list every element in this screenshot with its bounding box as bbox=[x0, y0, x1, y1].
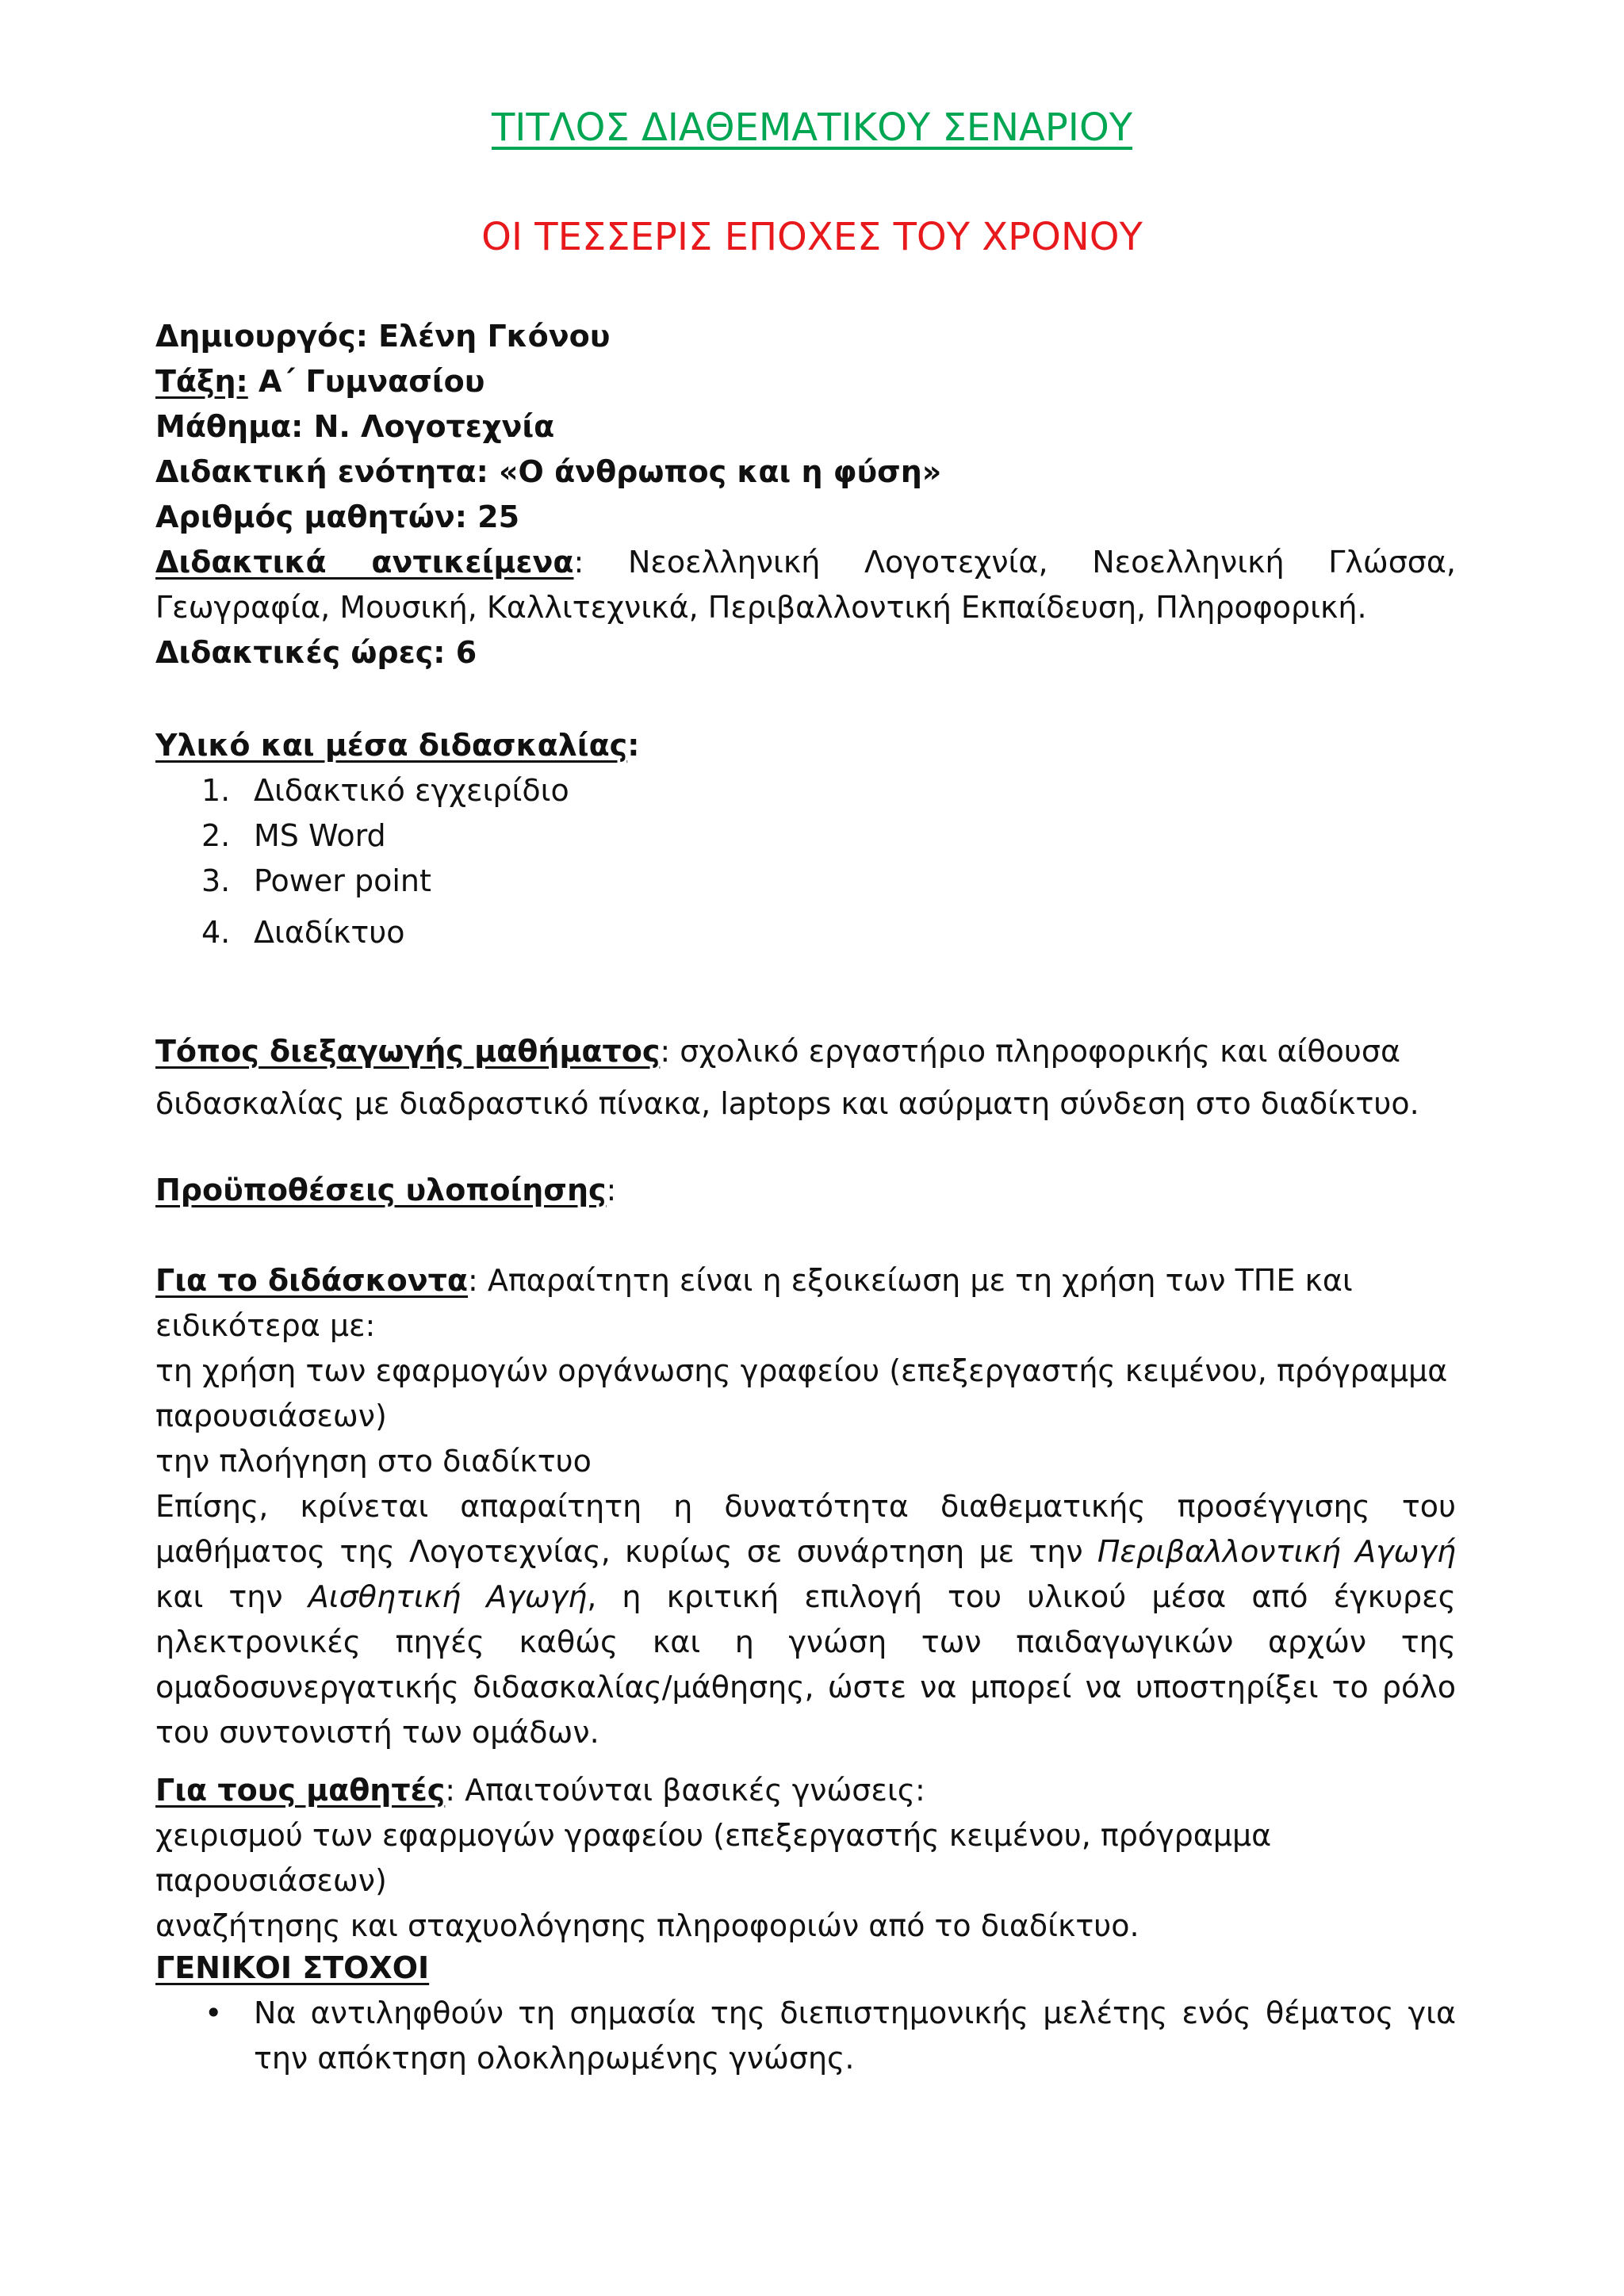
students-section bbox=[155, 1768, 1456, 1949]
list-item-text: Power point bbox=[254, 863, 431, 898]
place-section bbox=[155, 1025, 1456, 1130]
teacher-paragraph-part-2: , η κριτική επιλογή του υλικού μέσα από έγκυρες ηλεκτρονικές πηγές καθώς και η γνώση των παιδαγωγικών αρχών της ομαδοσυνεργατικής διδασκαλίας/μάθησης, ώστε να μπορεί να υποστηρίξει το ρόλο του συντονιστή των ομάδων. bbox=[155, 1579, 1456, 1750]
materials-heading bbox=[155, 723, 1456, 768]
list-item bbox=[155, 813, 1456, 859]
class-line bbox=[155, 359, 1456, 404]
creator-line: Δημιουργός: Ελένη Γκόνου bbox=[155, 319, 611, 354]
list-item bbox=[155, 910, 1456, 955]
goals-heading: ΓΕΝΙΚΟΙ ΣΤΟΧΟΙ bbox=[155, 1950, 430, 1985]
class-value: Α΄ Γυμνασίου bbox=[247, 364, 485, 399]
scenario-metadata bbox=[155, 314, 1456, 675]
environmental-education-term: Περιβαλλοντική Αγωγή bbox=[1097, 1534, 1456, 1569]
document-subtitle: ΟΙ ΤΕΣΣΕΡΙΣ ΕΠΟΧΕΣ ΤΟΥ ΧΡΟΝΟΥ bbox=[481, 215, 1143, 259]
materials-section bbox=[155, 723, 1456, 955]
students-requirement-1: χειρισμού των εφαρμογών γραφείου (επεξεργαστής κειμένου, πρόγραμμα παρουσιάσεων) bbox=[155, 1818, 1272, 1898]
teacher-label: Για το διδάσκοντα bbox=[155, 1263, 469, 1298]
list-item-text: MS Word bbox=[254, 818, 386, 853]
students-intro-text: : Απαιτούνται βασικές γνώσεις: bbox=[445, 1773, 925, 1808]
list-item bbox=[155, 768, 1456, 813]
place-line-1 bbox=[155, 1025, 1456, 1077]
students-requirement-2: αναζήτησης και σταχυολόγησης πληροφοριών από το διαδίκτυο. bbox=[155, 1908, 1139, 1943]
materials-heading-colon: : bbox=[627, 728, 640, 763]
teacher-paragraph-conjunction: και την bbox=[155, 1579, 308, 1614]
list-item-text: Να αντιληφθούν τη σημασία της διεπιστημονικής μελέτης ενός θέματος για την απόκτηση ολοκληρωμένης γνώσης. bbox=[254, 1996, 1456, 2076]
students-label: Για τους μαθητές bbox=[155, 1773, 446, 1808]
teacher-section bbox=[155, 1258, 1456, 1755]
teacher-intro bbox=[155, 1258, 1456, 1349]
list-item bbox=[155, 1991, 1456, 2081]
students-count-line: Αριθμός μαθητών: 25 bbox=[155, 499, 520, 534]
unit-line: Διδακτική ενότητα: «Ο άνθρωπος και η φύση» bbox=[155, 454, 942, 489]
students-intro bbox=[155, 1768, 1456, 1813]
teaching-objects bbox=[155, 540, 1456, 630]
teaching-objects-value: : Νεοελληνική Λογοτεχνία, Νεοελληνική Γλώσσα, Γεωγραφία, Μουσική, Καλλιτεχνικά, Περιβαλλοντική Εκπαίδευση, Πληροφορική. bbox=[155, 545, 1456, 625]
materials-list bbox=[155, 768, 1456, 955]
bullet-icon: • bbox=[205, 1996, 223, 2030]
teacher-paragraph bbox=[155, 1484, 1456, 1755]
list-number: 3. bbox=[201, 863, 231, 898]
teacher-requirement-1: τη χρήση των εφαρμογών οργάνωσης γραφείου (επεξεργαστής κειμένου, πρόγραμμα παρουσιάσεων) bbox=[155, 1353, 1448, 1433]
teacher-intro-text: : Απαραίτητη είναι η εξοικείωση με τη χρήση των ΤΠΕ και ειδικότερα με: bbox=[155, 1263, 1353, 1343]
teacher-requirement-2: την πλοήγηση στο διαδίκτυο bbox=[155, 1444, 592, 1479]
prerequisites-colon: : bbox=[606, 1173, 617, 1207]
goals-list bbox=[155, 1991, 1456, 2081]
teaching-hours-line: Διδακτικές ώρες: 6 bbox=[155, 635, 477, 670]
place-label: Τόπος διεξαγωγής μαθήματος bbox=[155, 1034, 661, 1069]
prerequisites-heading bbox=[155, 1168, 1456, 1213]
list-number: 1. bbox=[201, 773, 231, 808]
materials-heading-text: Υλικό και μέσα διδασκαλίας bbox=[155, 728, 628, 763]
list-item-text: Διαδίκτυο bbox=[254, 915, 405, 950]
list-item-text: Διδακτικό εγχειρίδιο bbox=[254, 773, 569, 808]
prerequisites-label: Προϋποθέσεις υλοποίησης bbox=[155, 1173, 607, 1207]
class-label: Τάξη: bbox=[155, 364, 248, 399]
document-title: ΤΙΤΛΟΣ ΔΙΑΘΕΜΑΤΙΚΟΥ ΣΕΝΑΡΙΟΥ bbox=[491, 105, 1133, 150]
place-text-1: : σχολικό εργαστήριο πληροφορικής και αίθουσα bbox=[660, 1034, 1401, 1069]
goals-section bbox=[155, 1946, 1456, 2081]
teacher-paragraph-part-1: Επίσης, κρίνεται απαραίτητη η δυνατότητα διαθεματικής προσέγγισης του μαθήματος της Λογοτεχνίας, κυρίως σε συνάρτηση με την bbox=[155, 1489, 1456, 1569]
list-number: 2. bbox=[201, 818, 231, 853]
list-item bbox=[155, 859, 1456, 904]
place-line-2: διδασκαλίας με διαδραστικό πίνακα, laptops και ασύρματη σύνδεση στο διαδίκτυο. bbox=[155, 1086, 1419, 1121]
aesthetic-education-term: Αισθητική Αγωγή bbox=[308, 1579, 588, 1614]
subject-line: Μάθημα: Ν. Λογοτεχνία bbox=[155, 409, 555, 444]
list-number: 4. bbox=[201, 915, 231, 950]
teaching-objects-label: Διδακτικά αντικείμενα bbox=[155, 545, 574, 580]
